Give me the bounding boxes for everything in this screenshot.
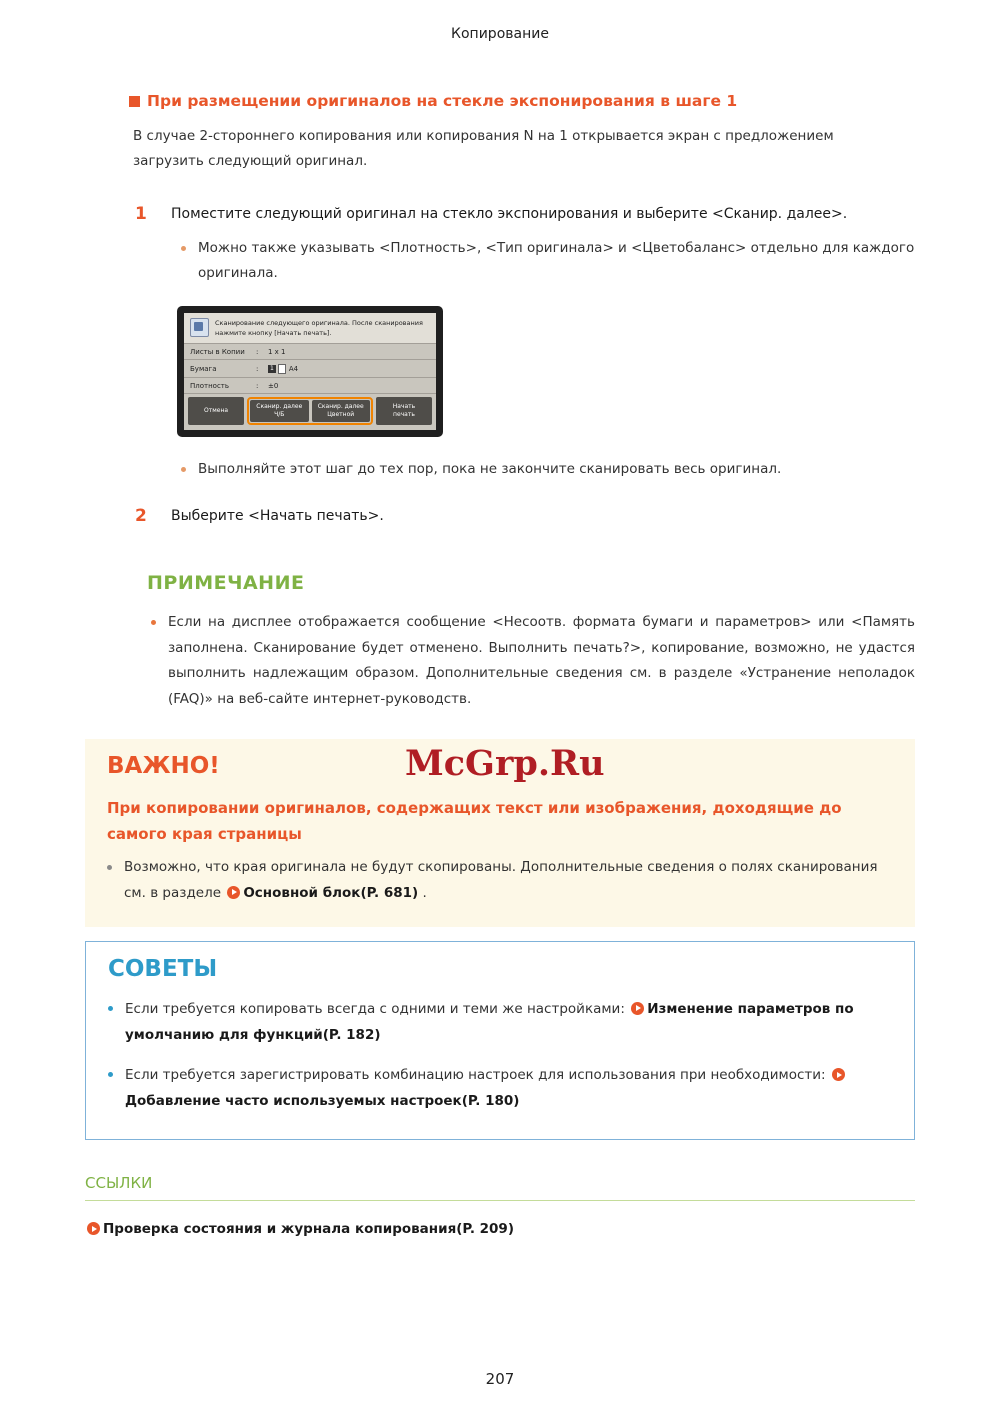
device-button-label: печать xyxy=(393,411,415,419)
section-intro: В случае 2-стороннего копирования или копирования N на 1 открывается экран с предложением загрузить следующий оригинал. xyxy=(133,128,834,169)
device-row-label: Плотность xyxy=(190,382,230,390)
device-button-label: Цветной xyxy=(327,411,355,419)
list-item xyxy=(181,236,915,286)
paper-icon xyxy=(278,364,286,374)
bullet-text: Можно также указывать <Плотность>, <Тип оригинала> и <Цветобаланс> отдельно для каждого оригинала. xyxy=(198,239,915,281)
device-button-label: Отмена xyxy=(204,407,229,415)
device-button-bar xyxy=(184,393,436,430)
step-1-bullets-2 xyxy=(181,457,915,482)
links-divider xyxy=(85,1200,915,1201)
link-arrow-icon xyxy=(631,1002,644,1015)
bullet-dot-icon xyxy=(108,1006,113,1011)
tip-text xyxy=(125,996,892,1049)
step-1-title: Поместите следующий оригинал на стекло экспонирования и выберите <Сканир. далее>. xyxy=(171,205,848,222)
tip-link[interactable]: Изменение параметров по умолчанию для функций(P. 182) xyxy=(125,1000,854,1043)
chapter-header: Копирование xyxy=(451,26,549,42)
links-heading: ССЫЛКИ xyxy=(85,1173,153,1192)
device-row-copies xyxy=(184,343,436,359)
device-message: Сканирование следующего оригинала. После сканирования нажмите кнопку [Начать печать]. xyxy=(215,318,423,337)
step-2 xyxy=(135,506,915,526)
device-button-label: Начать xyxy=(392,403,416,410)
paper-tray-badge: 1 xyxy=(270,365,274,372)
important-heading: ВАЖНО! xyxy=(107,752,220,779)
bullet-dot-icon xyxy=(107,865,112,870)
tip-link[interactable]: Добавление часто используемых настроек(P. 180) xyxy=(125,1093,520,1110)
link-arrow-icon xyxy=(832,1068,845,1081)
important-item xyxy=(107,855,893,906)
device-row-value: 1 х 1 xyxy=(268,348,286,356)
device-screenshot xyxy=(177,306,443,437)
section-heading xyxy=(129,92,915,110)
bullet-dot-icon xyxy=(181,246,186,251)
list-item xyxy=(181,457,915,482)
device-button-label: Сканир. далее xyxy=(256,403,303,410)
tip-text-prefix: Если требуется копировать всегда с одними и теми же настройками: xyxy=(125,1000,630,1017)
tips-box xyxy=(85,941,915,1140)
tip-text xyxy=(125,1062,892,1115)
device-row-value: ±0 xyxy=(268,382,279,390)
reference-link xyxy=(85,1221,915,1237)
bullet-dot-icon xyxy=(181,467,186,472)
page-number: 207 xyxy=(485,1370,515,1388)
important-text-prefix: Возможно, что края оригинала не будут скопированы. Дополнительные сведения о полях сканирования см. в разделе xyxy=(124,859,878,901)
device-cancel-button xyxy=(188,397,244,425)
tip-text-prefix: Если требуется зарегистрировать комбинацию настроек для использования при необходимости: xyxy=(125,1067,830,1084)
device-scan-highlight-frame xyxy=(247,397,373,425)
tip-item xyxy=(108,1062,892,1115)
device-row-density xyxy=(184,377,436,393)
step-1 xyxy=(135,204,915,224)
bullet-dot-icon xyxy=(151,620,156,625)
note-heading: ПРИМЕЧАНИЕ xyxy=(147,572,305,595)
step-1-bullets xyxy=(181,236,915,286)
important-text-suffix: . xyxy=(418,884,427,901)
note-text: Если на дисплее отображается сообщение <Несоотв. формата бумаги и параметров> или <Память заполнена. Сканирование будет отменено. Выполнить печать?>, копирование, возможно, не удастся выполнить надлежащим образом. Дополнительные сведения см. в разделе «Устранение неполадок (FAQ)» на веб-сайте интернет-руководств. xyxy=(168,614,915,708)
device-button-label: Сканир. далее xyxy=(317,403,364,410)
device-scan-bw-button xyxy=(250,400,308,422)
device-row-paper xyxy=(184,359,436,377)
step-2-title: Выберите <Начать печать>. xyxy=(171,508,384,525)
device-row-separator: : xyxy=(256,348,259,356)
step-1-number: 1 xyxy=(135,203,147,224)
bullet-dot-icon xyxy=(108,1072,113,1077)
important-text xyxy=(124,855,893,906)
device-start-print-button xyxy=(376,397,432,425)
device-row-separator: : xyxy=(256,365,259,373)
section-title: При размещении оригиналов на стекле экспонирования в шаге 1 xyxy=(147,92,738,110)
tip-item xyxy=(108,996,892,1049)
reference-link-text[interactable]: Проверка состояния и журнала копирования(P. 209) xyxy=(103,1220,514,1237)
page-content xyxy=(0,92,1000,1237)
watermark-text: McGrp.Ru xyxy=(405,742,605,784)
step-2-number: 2 xyxy=(135,506,147,527)
link-arrow-icon xyxy=(227,886,240,899)
link-arrow-icon xyxy=(87,1222,100,1235)
device-scan-color-button xyxy=(312,400,370,422)
important-link[interactable]: Основной блок(P. 681) xyxy=(243,884,419,901)
device-row-label: Бумага xyxy=(190,365,217,373)
device-row-label: Листы в Копии xyxy=(190,348,245,356)
device-row-value: A4 xyxy=(288,365,299,373)
scanner-icon xyxy=(190,318,209,337)
device-screen xyxy=(184,313,436,430)
tips-heading: СОВЕТЫ xyxy=(108,955,218,982)
bullet-text: Выполняйте этот шаг до тех пор, пока не закончите сканировать весь оригинал. xyxy=(198,461,782,478)
device-row-separator: : xyxy=(256,382,259,390)
device-button-label: Ч/Б xyxy=(274,411,285,419)
note-item xyxy=(151,610,915,713)
square-bullet-icon xyxy=(129,96,140,107)
device-message-area xyxy=(184,313,436,343)
important-box xyxy=(85,739,915,927)
important-subheading: При копировании оригиналов, содержащих текст или изображения, доходящие до самого края страницы xyxy=(107,798,842,843)
